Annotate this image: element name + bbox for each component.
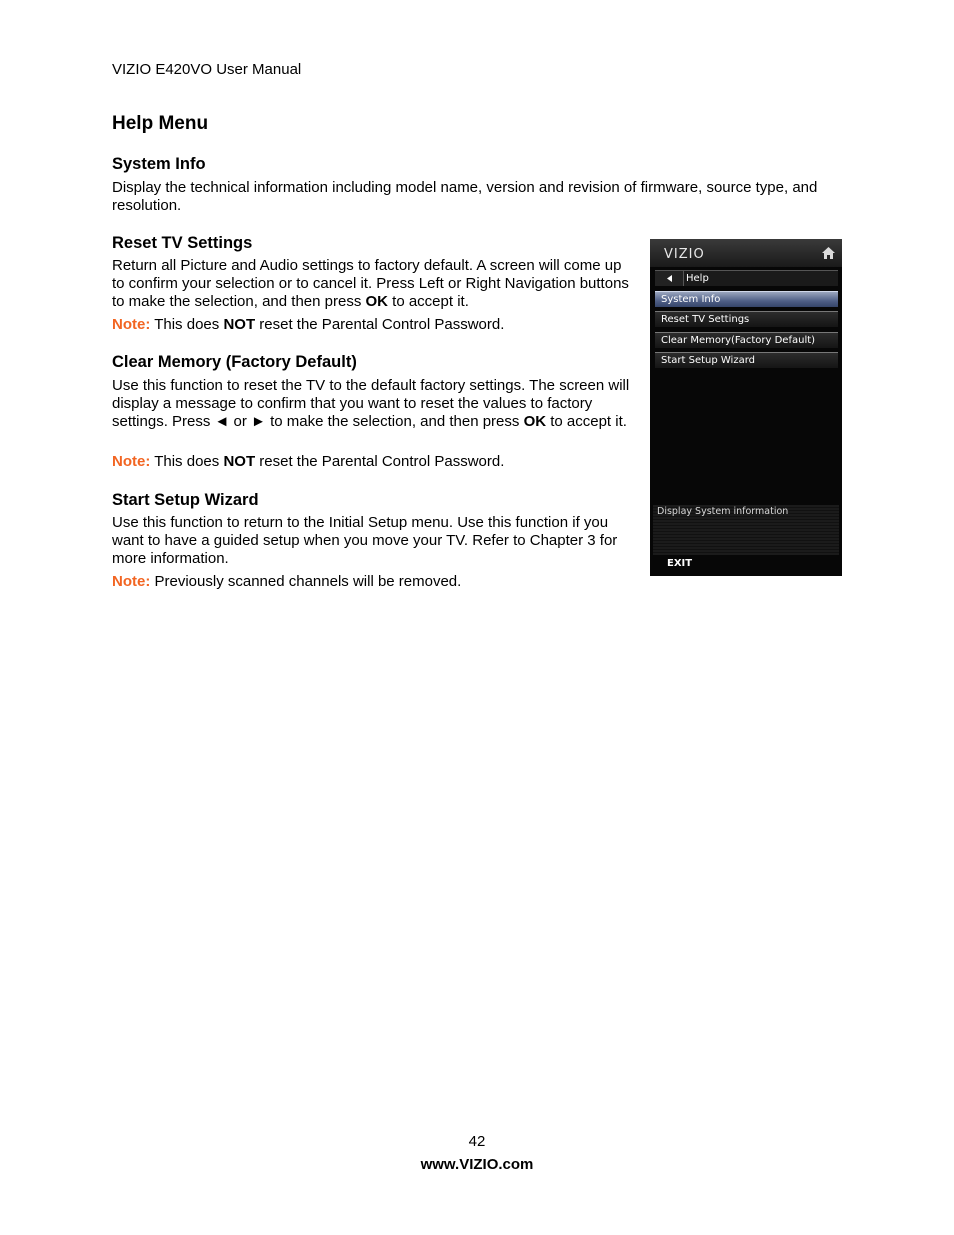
setup-wizard-note: Note: Previously scanned channels will be removed. xyxy=(112,573,462,590)
tv-menu-item-start-setup-wizard[interactable]: Start Setup Wizard xyxy=(655,352,838,368)
left-arrow-icon xyxy=(667,275,672,282)
note-label: Note: xyxy=(112,316,151,333)
system-info-body: Display the technical information including model name, version and revision of firmware, source type, and resolution. xyxy=(112,179,818,214)
home-icon[interactable] xyxy=(821,246,836,260)
note-label: Note: xyxy=(112,573,151,590)
system-info-heading: System Info xyxy=(112,155,206,173)
tv-menu-screenshot xyxy=(650,239,842,576)
reset-tv-body: Return all Picture and Audio settings to factory default. A screen will come up to confirm your selection or to cancel it. Press Left or Right Navigation buttons to make the selection, and then press OK to accept it. xyxy=(112,257,629,310)
reset-tv-heading: Reset TV Settings xyxy=(112,234,253,252)
reset-tv-note: Note: This does NOT reset the Parental Control Password. xyxy=(112,316,505,333)
section-title: Help Menu xyxy=(112,113,209,134)
vizio-logo: VIZIO xyxy=(664,247,705,262)
tv-menu-top-bar xyxy=(650,239,842,267)
manual-header: VIZIO E420VO User Manual xyxy=(112,61,302,78)
exit-button[interactable]: EXIT xyxy=(667,558,693,569)
setup-wizard-body: Use this function to return to the Initial Setup menu. Use this function if you want to have a guided setup when you move your TV. Refer to Chapter 3 for more information. xyxy=(112,514,618,567)
tv-menu-item-clear-memory[interactable]: Clear Memory(Factory Default) xyxy=(655,332,838,348)
setup-wizard-heading: Start Setup Wizard xyxy=(112,491,259,509)
tv-menu-item-reset-tv-settings[interactable]: Reset TV Settings xyxy=(655,311,838,327)
clear-memory-note: Note: This does NOT reset the Parental Control Password. xyxy=(112,453,505,470)
page-number: 42 xyxy=(468,1133,486,1150)
back-button[interactable] xyxy=(655,271,684,286)
tv-menu-description: Display System information xyxy=(653,505,839,555)
tv-breadcrumb xyxy=(655,270,838,286)
footer-url: www.VIZIO.com xyxy=(420,1156,534,1173)
breadcrumb-label: Help xyxy=(686,273,709,284)
clear-memory-heading: Clear Memory (Factory Default) xyxy=(112,353,357,371)
clear-memory-body: Use this function to reset the TV to the default factory settings. The screen will display a message to confirm that you want to reset the values to factory settings. Press ◄ or ► to make the selection, and then press OK to accept it. xyxy=(112,377,630,430)
tv-menu-item-system-info[interactable]: System Info xyxy=(655,291,838,307)
note-label: Note: xyxy=(112,453,151,470)
